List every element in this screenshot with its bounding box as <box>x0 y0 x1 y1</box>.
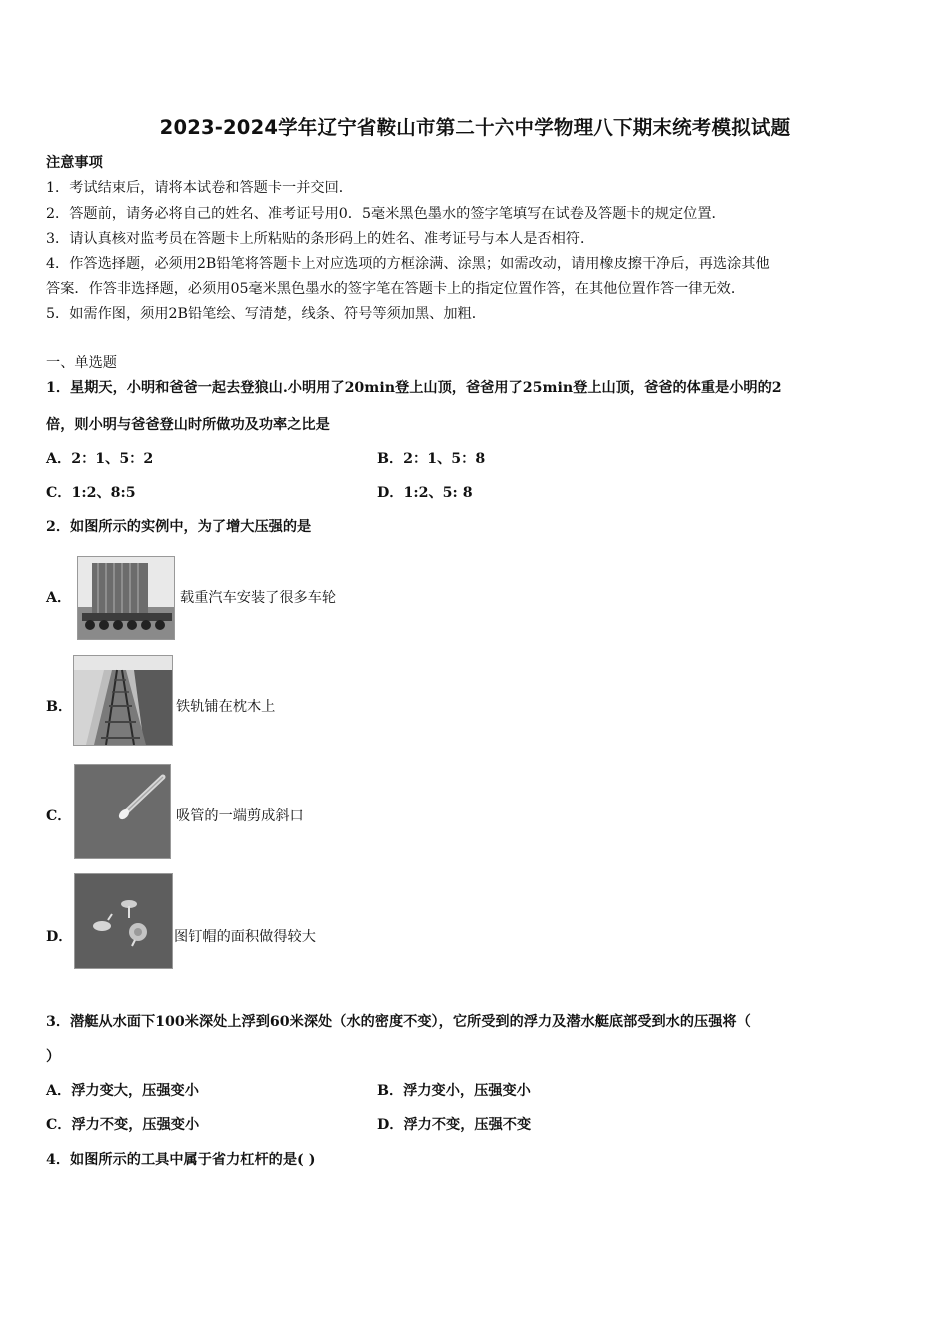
railway-image <box>73 655 173 746</box>
straw-image <box>74 764 171 859</box>
question-2-option-d-text: 图钉帽的面积做得较大 <box>174 929 316 945</box>
question-1-option-a: A．2：1、5：2 <box>46 451 154 467</box>
question-2-option-b-label: B． <box>46 699 73 715</box>
question-2-option-a-text: 载重汽车安装了很多车轮 <box>180 590 337 606</box>
page-title: 2023-2024学年辽宁省鞍山市第二十六中学物理八下期末统考模拟试题 <box>159 116 791 139</box>
question-2-option-b-text: 铁轨铺在枕木上 <box>176 699 276 715</box>
notice-item-3: 3．请认真核对监考员在答题卡上所粘贴的条形码上的姓名、准考证号与本人是否相符． <box>46 231 595 247</box>
question-4-stem: 4．如图所示的工具中属于省力杠杆的是( ) <box>46 1152 316 1168</box>
question-3-stem-cont: ） <box>46 1049 61 1065</box>
notice-item-4-cont: 答案．作答非选择题，必须用05毫米黑色墨水的签字笔在答题卡上的指定位置作答，在其他位置作答一律无效． <box>46 281 746 297</box>
question-3-option-a: A．浮力变大，压强变小 <box>46 1083 199 1099</box>
question-1-stem: 1．星期天，小明和爸爸一起去登狼山.小明用了20min登上山顶，爸爸用了25min登上山顶，爸爸的体重是小明的2 <box>46 380 782 396</box>
notice-item-5: 5．如需作图，须用2B铅笔绘、写清楚，线条、符号等须加黑、加粗． <box>46 306 486 322</box>
question-2-option-c-text: 吸管的一端剪成斜口 <box>176 808 304 824</box>
question-1-option-b: B．2：1、5：8 <box>377 451 486 467</box>
section-heading: 一、单选题 <box>46 355 117 371</box>
notice-heading: 注意事项 <box>46 155 103 171</box>
question-1-option-c: C．1:2、8:5 <box>46 485 136 501</box>
question-1-stem-cont: 倍，则小明与爸爸登山时所做功及功率之比是 <box>46 417 330 433</box>
question-2-option-c-label: C． <box>46 808 72 824</box>
question-3-option-c: C．浮力不变，压强变小 <box>46 1117 200 1133</box>
question-2-stem: 2．如图所示的实例中，为了增大压强的是 <box>46 519 312 535</box>
thumbtack-image <box>74 873 173 969</box>
notice-item-1: 1．考试结束后，请将本试卷和答题卡一并交回． <box>46 180 353 196</box>
question-3-option-d: D．浮力不变，压强不变 <box>377 1117 532 1133</box>
question-2-option-a-label: A． <box>46 590 72 606</box>
question-3-option-b: B．浮力变小，压强变小 <box>377 1083 531 1099</box>
question-3-stem: 3．潜艇从水面下100米深处上浮到60米深处（水的密度不变），它所受到的浮力及潜水艇底部受到水的压强将（ <box>46 1014 751 1030</box>
truck-image <box>77 556 175 640</box>
notice-item-2: 2．答题前，请务必将自己的姓名、准考证号用0．5毫米黑色墨水的签字笔填写在试卷及答题卡的规定位置． <box>46 206 726 222</box>
question-1-option-d: D．1:2、5: 8 <box>377 485 473 501</box>
question-2-option-d-label: D． <box>46 929 73 945</box>
notice-item-4: 4．作答选择题，必须用2B铅笔将答题卡上对应选项的方框涂满、涂黑；如需改动，请用橡皮擦干净后，再选涂其他 <box>46 256 770 272</box>
